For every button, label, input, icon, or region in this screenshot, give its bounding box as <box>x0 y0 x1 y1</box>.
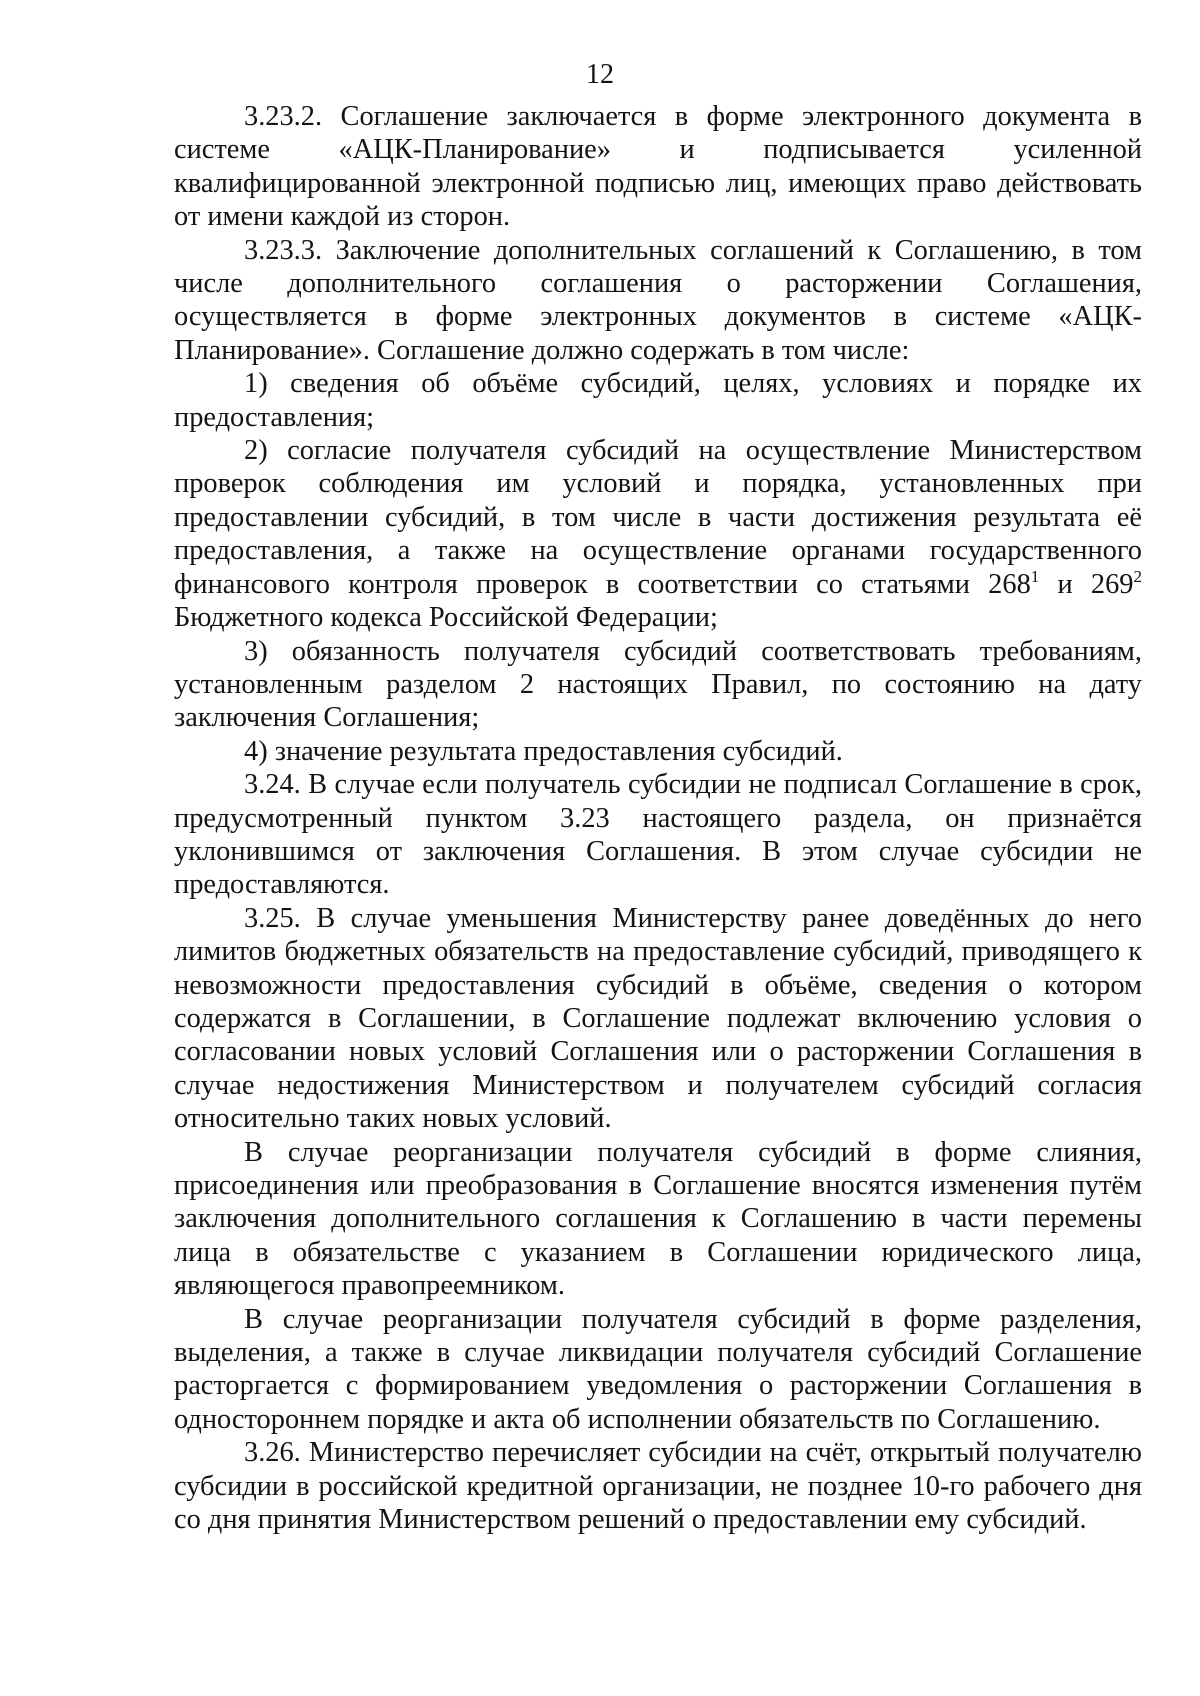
list-item-2-text-end: Бюджетного кодекса Российской Федерации; <box>174 602 718 634</box>
list-item-2-text-cont: и 269 <box>1039 568 1134 600</box>
superscript-2: 2 <box>1133 566 1142 586</box>
list-item-3: 3) обязанность получателя субсидий соответствовать требованиям, установленным разделом 2 настоящих Правил, по состоянию на дату заключения Соглашения; <box>174 635 1142 734</box>
paragraph-3-24: 3.24. В случае если получатель субсидии не подписал Соглашение в срок, предусмотренный пунктом 3.23 настоящего раздела, он признаётся уклонившимся от заключения Соглашения. В этом случае субсидии не предоставляются. <box>174 769 1142 901</box>
paragraph-reorganization-division: В случае реорганизации получателя субсидий в форме разделения, выделения, а также в случае ликвидации получателя субсидий Соглашение расторгается с формированием уведомления о расторжении Соглашения в одностороннем порядке и акта об исполнении обязательств по Соглашению. <box>174 1303 1142 1435</box>
paragraph-3-23-2: 3.23.2. Соглашение заключается в форме электронного документа в системе «АЦК-Планирование» и подписывается усиленной квалифицированной электронной подписью лиц, имеющих право действовать от имени каждой из сторон. <box>174 101 1142 233</box>
paragraph-reorganization-merger: В случае реорганизации получателя субсидий в форме слияния, присоединения или преобразования в Соглашение вносятся изменения путём заключения дополнительного соглашения к Соглашению в части перемены лица в обязательстве с указанием в Соглашении юридического лица, являющегося правопреемником. <box>174 1136 1142 1302</box>
document-body <box>174 100 1142 1536</box>
superscript-1: 1 <box>1030 566 1040 586</box>
list-item-4: 4) значение результата предоставления субсидий. <box>244 735 843 767</box>
paragraph-3-23-3: 3.23.3. Заключение дополнительных соглашений к Соглашению, в том числе дополнительного соглашения о расторжении Соглашения, осуществляется в форме электронных документов в системе «АЦК-Планирование». Соглашение должно содержать в том числе: <box>174 234 1142 366</box>
page-number: 12 <box>586 59 614 90</box>
list-item-2 <box>174 434 1142 634</box>
list-item-1: 1) сведения об объёме субсидий, целях, условиях и порядке их предоставления; <box>174 368 1142 433</box>
paragraph-3-26: 3.26. Министерство перечисляет субсидии на счёт, открытый получателю субсидии в российской кредитной организации, не позднее 10-го рабочего дня со дня принятия Министерством решений о предоставлении ему субсидий. <box>174 1437 1142 1536</box>
paragraph-3-25: 3.25. В случае уменьшения Министерству ранее доведённых до него лимитов бюджетных обязательств на предоставление субсидий, приводящего к невозможности предоставления субсидий в объёме, сведения о котором содержатся в Соглашении, в Соглашение подлежат включению условия о согласовании новых условий Соглашения или о расторжении Соглашения в случае недостижения Министерством и получателем субсидий согласия относительно таких новых условий. <box>174 902 1142 1135</box>
list-item-2-text: 2) согласие получателя субсидий на осуществление Министерством проверок соблюдения им условий и порядка, установленных при предоставлении субсидий, в том числе в части достижения результата её предоставления, а также на осуществление органами государственного финансового контроля проверок в соответствии со статьями 268 <box>174 435 1142 600</box>
